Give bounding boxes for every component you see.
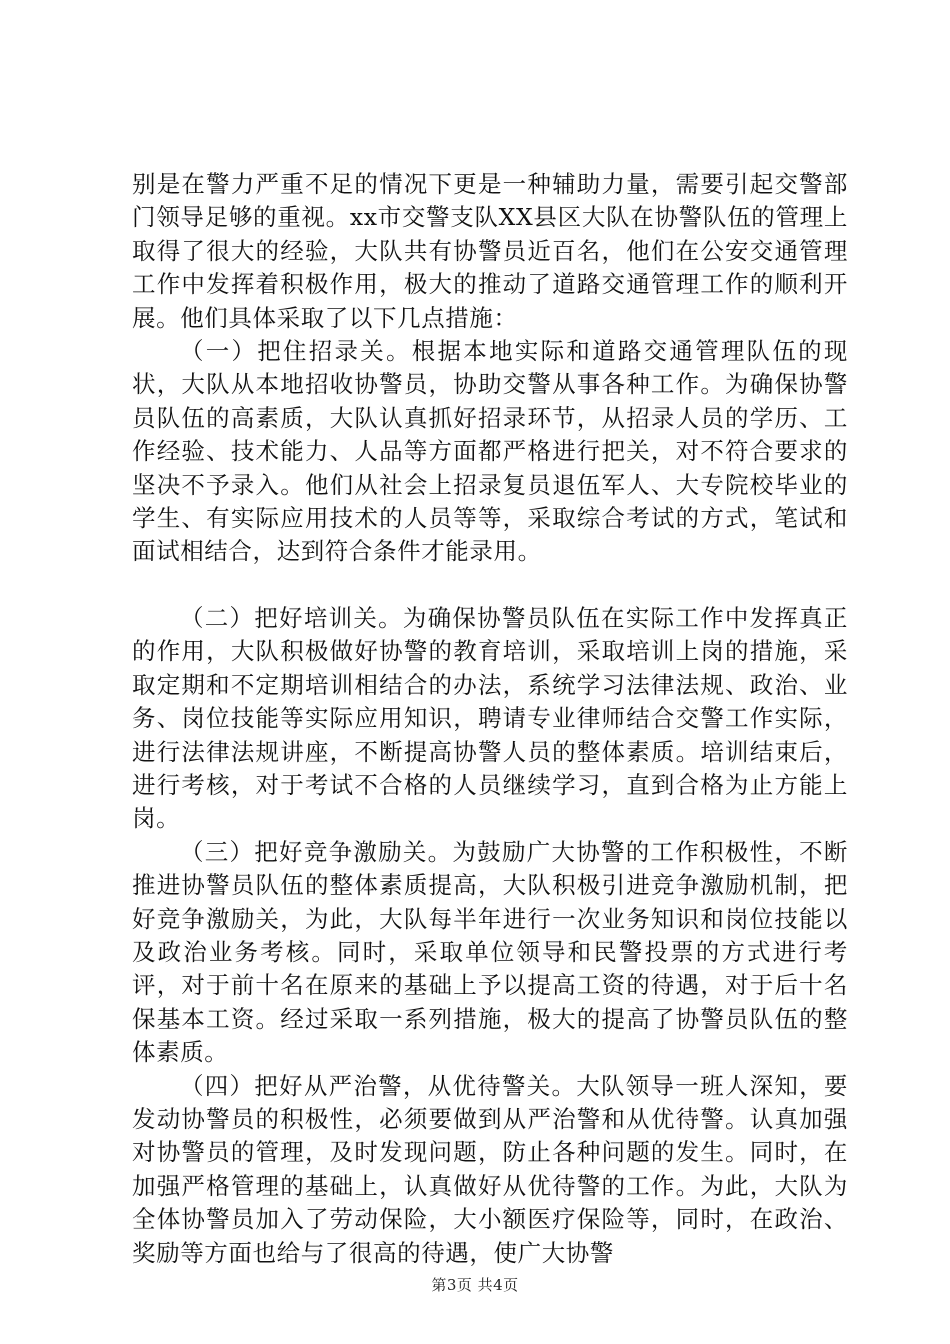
paragraph-measure-2: （二）把好培训关。为确保协警员队伍在实际工作中发挥真正的作用，大队积极做好协警的教育培训，采取培训上岗的措施，采取定期和不定期培训相结合的办法，系统学习法律法规、政治、业务、岗位技能等实际应用知识，聘请专业律师结合交警工作实际，进行法律法规讲座，不断提高协警人员的整体素质。培训结束后，进行考核，对于考试不合格的人员继续学习，直到合格为止方能上岗。	[132, 603, 848, 833]
page-number-footer: 第3页 共4页	[431, 1276, 519, 1294]
paragraph-measure-4: （四）把好从严治警，从优待警关。大队领导一班人深知，要发动协警员的积极性，必须要做到从严治警和从优待警。认真加强对协警员的管理，及时发现问题，防止各种问题的发生。同时，在加强严格管理的基础上，认真做好从优待警的工作。为此，大队为全体协警员加入了劳动保险，大小额医疗保险等，同时，在政治、奖励等方面也给与了很高的待遇，使广大协警	[132, 1071, 848, 1267]
paragraph-measure-3: （三）把好竞争激励关。为鼓励广大协警的工作积极性，不断推进协警员队伍的整体素质提高，大队积极引进竞争激励机制，把好竞争激励关，为此，大队每半年进行一次业务知识和岗位技能以及政治业务考核。同时，采取单位领导和民警投票的方式进行考评，对于前十名在原来的基础上予以提高工资的待遇，对于后十名保基本工资。经过采取一系列措施，极大的提高了协警员队伍的整体素质。	[132, 837, 848, 1067]
paragraph-measure-1: （一）把住招录关。根据本地实际和道路交通管理队伍的现状，大队从本地招收协警员，协助交警从事各种工作。为确保协警员队伍的高素质，大队认真抓好招录环节，从招录人员的学历、工作经验、技术能力、人品等方面都严格进行把关，对不符合要求的坚决不予录入。他们从社会上招录复员退伍军人、大专院校毕业的学生、有实际应用技术的人员等等，采取综合考试的方式，笔试和面试相结合，达到符合条件才能录用。	[132, 337, 848, 566]
paragraph-intro-continuation: 别是在警力严重不足的情况下更是一种辅助力量，需要引起交警部门领导足够的重视。xx市交警支队XX县区大队在协警队伍的管理上取得了很大的经验，大队共有协警员近百名，他们在公安交通管理工作中发挥着积极作用，极大的推动了道路交通管理工作的顺利开展。他们具体采取了以下几点措施：	[132, 170, 848, 332]
document-body	[132, 168, 848, 1270]
